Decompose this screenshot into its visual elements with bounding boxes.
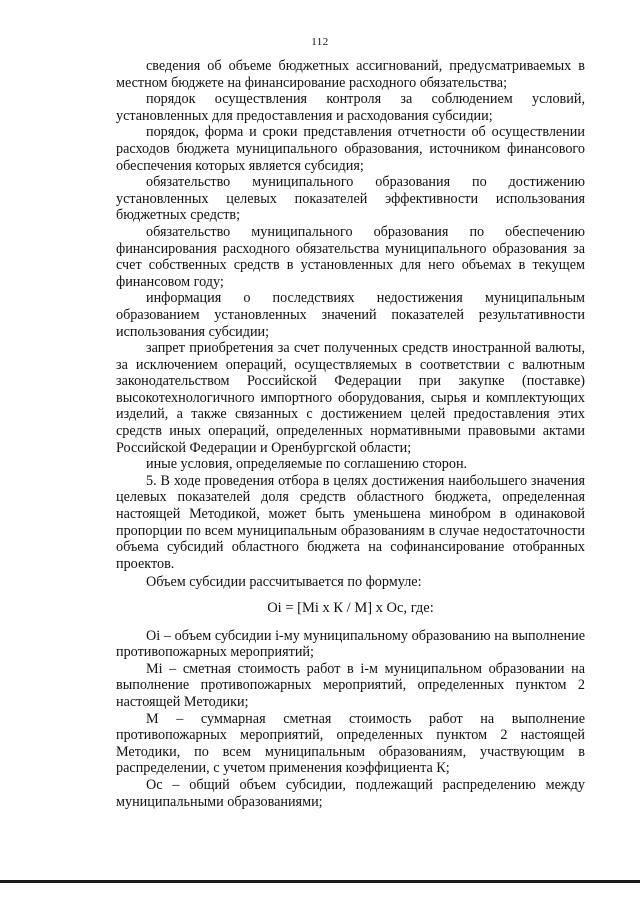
definition-oi: Oi – объем субсидии i-му муниципальному образованию на выполнение противопожарных мероприятий;	[116, 627, 585, 661]
document-body	[116, 58, 585, 810]
paragraph-formula-intro: Объем субсидии рассчитывается по формуле:	[146, 574, 422, 591]
paragraph-section-5: 5. В ходе проведения отбора в целях достижения наибольшего значения целевых показателей доля средств областного бюджета, определенная настоящей Методикой, может быть уменьшена минобром в одинаковой пропорции по всем муниципальным образованиям в случае недостаточности объема субсидий областного бюджета на софинансирование отобранных проектов.	[116, 472, 585, 572]
paragraph-cofinancing-obligation: обязательство муниципального образования по обеспечению финансирования расходного обязательства муниципального образования за счет собственных средств в установленных для него объемах в текущем финансовом году;	[116, 223, 585, 290]
paragraph-currency-prohibition: запрет приобретения за счет полученных средств иностранной валюты, за исключением операций, осуществляемых в соответствии с валютным законодательством Российской Федерации при закупке (поставке) высокотехнологичного импортного оборудования, сырья и комплектующих изделий, а также связанных с достижением целей предоставления этих средств иных операций, определенных нормативными правовыми актами Российской Федерации и Оренбургской области;	[116, 340, 585, 456]
subsidy-formula: Oi = [Mi x К / M] x Oc, где:	[267, 600, 434, 616]
definition-oc: Oc – общий объем субсидии, подлежащий распределению между муниципальными образованиями;	[116, 776, 585, 810]
definition-mi: Mi – сметная стоимость работ в i-м муниципальном образовании на выполнение противопожарных мероприятий, определенных пунктом 2 настоящей Методики;	[116, 660, 585, 710]
paragraph-other-conditions: иные условия, определяемые по соглашению сторон.	[146, 456, 468, 473]
paragraph-target-indicators-obligation: обязательство муниципального образования по достижению установленных целевых показателей эффективности использования бюджетных средств;	[116, 174, 585, 224]
paragraph-non-achievement-consequences: информация о последствиях недостижения муниципальным образованием установленных значений показателей результативности использования субсидии;	[116, 290, 585, 340]
bottom-rule	[0, 880, 640, 883]
paragraph-reporting-procedure: порядок, форма и сроки представления отчетности об осуществлении расходов бюджета муниципального образования, источником финансового обеспечения которых является субсидия;	[116, 124, 585, 174]
page-number: 112	[311, 36, 329, 48]
definition-m: M – суммарная сметная стоимость работ на выполнение противопожарных мероприятий, определенных пунктом 2 настоящей Методики, по всем муниципальным образованиям, участвующим в распределении, с учетом применения коэффициента К;	[116, 710, 585, 777]
paragraph-budget-allocations: сведения об объеме бюджетных ассигнований, предусматриваемых в местном бюджете на финансирование расходного обязательства;	[116, 58, 585, 91]
paragraph-control-procedure: порядок осуществления контроля за соблюдением условий, установленных для предоставления и расходования субсидии;	[116, 91, 585, 124]
